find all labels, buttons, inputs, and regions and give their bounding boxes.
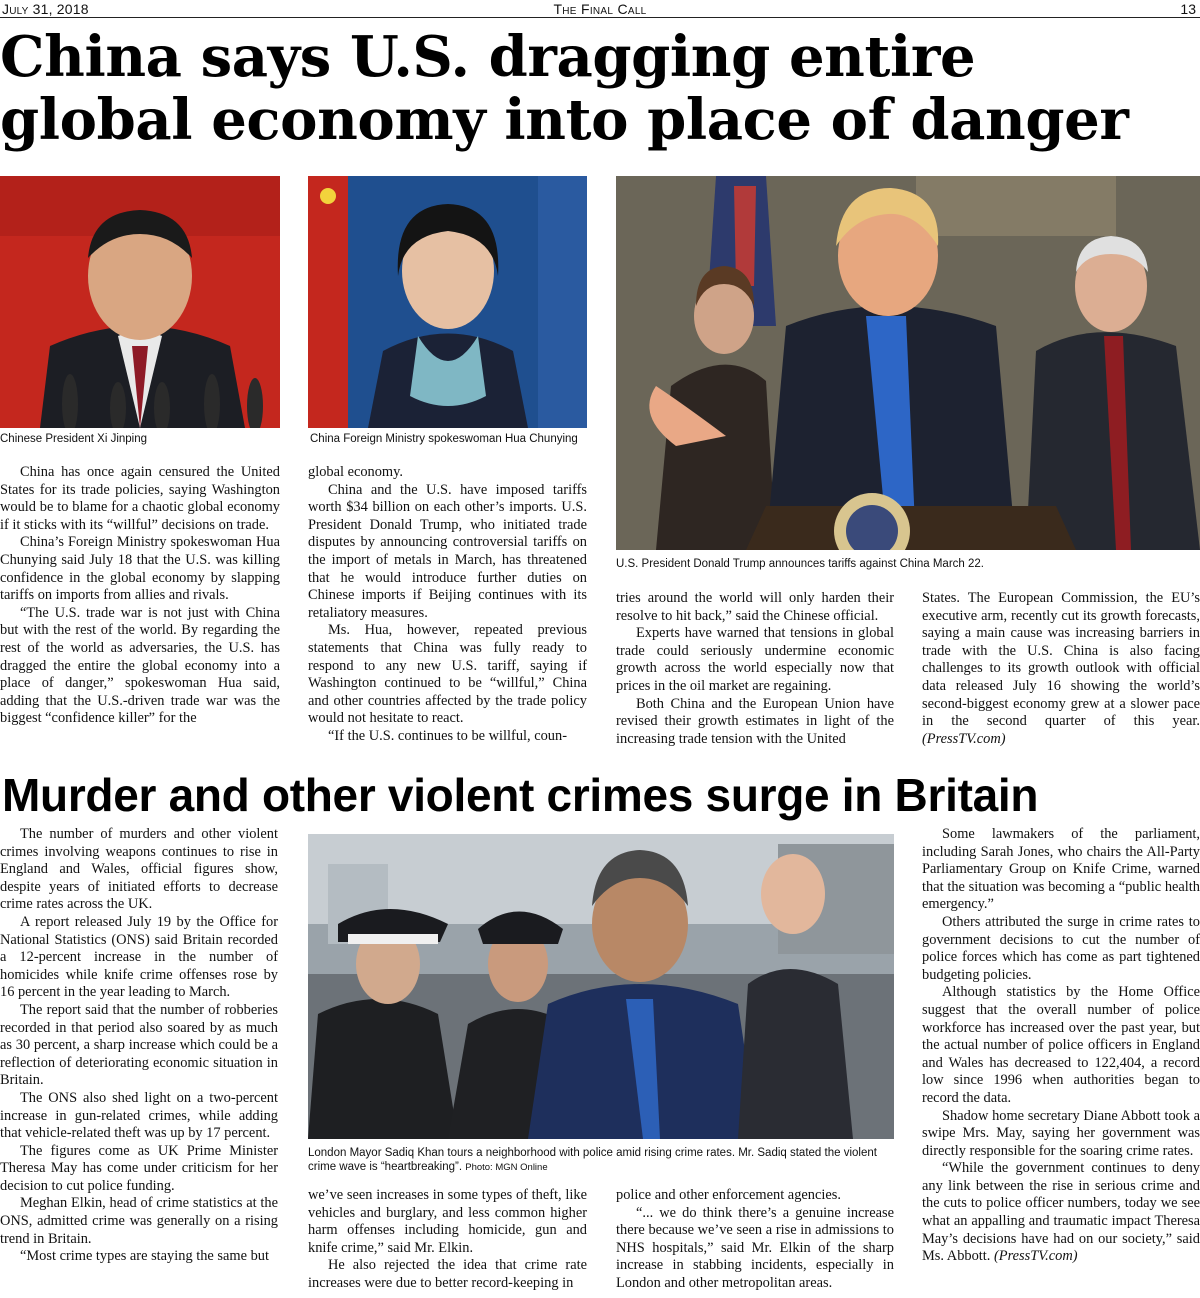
paragraph: tries around the world will only harden their resolve to hit back,” said the Chinese official. [616, 590, 894, 624]
paragraph: Although statistics by the Home Office suggest that the overall number of police workforce has increased over the past year, but the actual number of police officers in England and Wales has decreased to 122,404, a record low since 1996 when authorities began to record the data. [922, 984, 1200, 1106]
photo-sadiq-caption [308, 1146, 894, 1175]
paragraph: The report said that the number of robberies recorded in that period also soared by as much as 30 percent, a sharp increase which could be a reflection of deteriorating economic situation in Britain. [0, 1001, 278, 1089]
paragraph: Shadow home secretary Diane Abbott took a swipe Mrs. May, saying her government was directly responsible for the soaring crime rates. [922, 1107, 1200, 1159]
paragraph [922, 590, 1200, 748]
story2-column-3 [616, 1187, 894, 1293]
paragraph: The number of murders and other violent crimes involving weapons continues to rise in England and Wales, official figures show, despite years of initiated efforts to decrease crime rates across the UK. [0, 826, 278, 913]
paragraph: He also rejected the idea that crime rate increases were due to better record-keeping in [308, 1257, 587, 1291]
story1-headline-line1: China says U.S. dragging entire [0, 24, 976, 90]
story2-column-1 [0, 826, 278, 1266]
paragraph-text: States. The European Commission, the EU’s executive arm, recently cut its growth forecasts, saying a main cause was increasing barriers in trade with the U.S. China is also facing challenges to its growth outlook with official data released July 16 showing the world’s second-biggest economy grew at a slower pace in the second quarter of this year. [922, 590, 1200, 730]
paragraph: The ONS also shed light on a two-percent increase in gun-related crimes, while adding that vehicle-related theft was up by 17 percent. [0, 1089, 278, 1142]
paragraph: “Most crime types are staying the same but [20, 1248, 269, 1265]
paragraph: Others attributed the surge in crime rates to government decisions to cut the number of police forces which has come as part tightened budgeting policies. [922, 913, 1200, 983]
issue-date: July 31, 2018 [2, 1, 89, 17]
story1-headline [0, 26, 1200, 152]
photo-trump [616, 176, 1200, 550]
caption-text: London Mayor Sadiq Khan tours a neighborhood with police amid rising crime rates. Mr. Sadiq stated the violent crime wave is “heartbreaking”. [308, 1147, 877, 1173]
source-credit: (PressTV.com) [922, 730, 1006, 747]
paragraph: China’s Foreign Ministry spokeswoman Hua Chunying said July 18 that the U.S. was killing confidence in the global economy by slapping tariffs on imports from allies and rivals. [0, 534, 280, 604]
page-header [0, 0, 1200, 18]
story2-column-2 [308, 1187, 587, 1293]
paragraph: A report released July 19 by the Office for National Statistics (ONS) said Britain recorded a 12-percent increase in the number of homicides while knife crime offenses rose by 16 percent in the year leading to March. [0, 913, 278, 1001]
story1-column-1 [0, 464, 280, 728]
photo-xi-jinping [0, 176, 280, 428]
story2-headline: Murder and other violent crimes surge in Britain [2, 769, 1039, 821]
paragraph: “If the U.S. continues to be willful, coun- [328, 727, 567, 744]
story1-column-2 [308, 464, 587, 746]
paragraph: Ms. Hua, however, repeated previous statements that China was fully ready to respond to any new U.S. tariff, saying if Washington continued to be “willful,” China and other countries affected by the trade policy would not hesitate to react. [308, 622, 587, 727]
paragraph: China and the U.S. have imposed tariffs worth $34 billion on each other’s imports. U.S. President Donald Trump, who initiated trade disputes by announcing controversial tariffs on the import of metals in March, has threatened that he would introduce further duties on Chinese imports if Beijing continues with its retaliatory measures. [308, 481, 587, 621]
newspaper-name: The Final Call [553, 1, 647, 17]
paragraph: global economy. [308, 464, 403, 480]
story2-column-4 [922, 826, 1200, 1266]
photo-hua-chunying [308, 176, 587, 428]
photo-credit: Photo: MGN Online [465, 1162, 548, 1173]
story1-column-4 [922, 590, 1200, 748]
paragraph: Experts have warned that tensions in global trade could seriously undermine economic growth across the world especially now that prices in the oil market are regaining. [616, 625, 894, 694]
paragraph: Some lawmakers of the parliament, including Sarah Jones, who chairs the All-Party Parliamentary Group on Knife Crime, warned that the situation was becoming a “public health emergency.” [922, 826, 1200, 913]
paragraph: police and other enforcement agencies. [616, 1187, 841, 1203]
paragraph: Both China and the European Union have revised their growth estimates in light of the increasing trade tension with the United [616, 695, 894, 747]
page-number: 13 [1180, 1, 1196, 17]
photo-xi-caption: Chinese President Xi Jinping [0, 433, 148, 445]
paragraph [922, 1160, 1200, 1266]
photo-trump-caption: U.S. President Donald Trump announces tariffs against China March 22. [616, 558, 984, 570]
source-credit: (PressTV.com) [993, 1248, 1078, 1265]
paragraph-text: “While the government continues to deny any link between the rise in serious crime and the cuts to police officer numbers, today we see what an appalling and traumatic impact Theresa May’s decisions have had on our society,” said Ms. Abbott. [922, 1160, 1200, 1265]
photo-hua-caption: China Foreign Ministry spokeswoman Hua Chunying [310, 433, 578, 445]
paragraph: we’ve seen increases in some types of theft, like vehicles and burglary, and less common higher harm offenses including homicide, gun and knife crime,” said Mr. Elkin. [308, 1187, 587, 1256]
story1-headline-line2: global economy into place of danger [0, 87, 1129, 153]
paragraph: China has once again censured the United States for its trade policies, saying Washington would be to blame for a chaotic global economy if it sticks with its “willful” decisions on trade. [0, 464, 280, 533]
paragraph: Meghan Elkin, head of crime statistics at the ONS, admitted crime was generally on a rising trend in Britain. [0, 1195, 278, 1247]
paragraph: The figures come as UK Prime Minister Theresa May has come under criticism for her decision to cut police funding. [0, 1142, 278, 1194]
story1-column-3 [616, 590, 894, 748]
paragraph: “The U.S. trade war is not just with China but with the rest of the world. By regarding the rest of the world as adversaries, the U.S. has dragged the entire the global economy into a place of danger,” spokeswoman Hua said, adding that the U.S.-driven trade war was the biggest “confidence killer” for the [0, 604, 280, 727]
photo-sadiq-khan [308, 834, 894, 1139]
paragraph: “... we do think there’s a genuine increase there because we’ve seen a rise in admissions to NHS hospitals,” said Mr. Elkin of the sharp increase in stabbing incidents, especially in London and other metropolitan areas. [616, 1204, 894, 1291]
